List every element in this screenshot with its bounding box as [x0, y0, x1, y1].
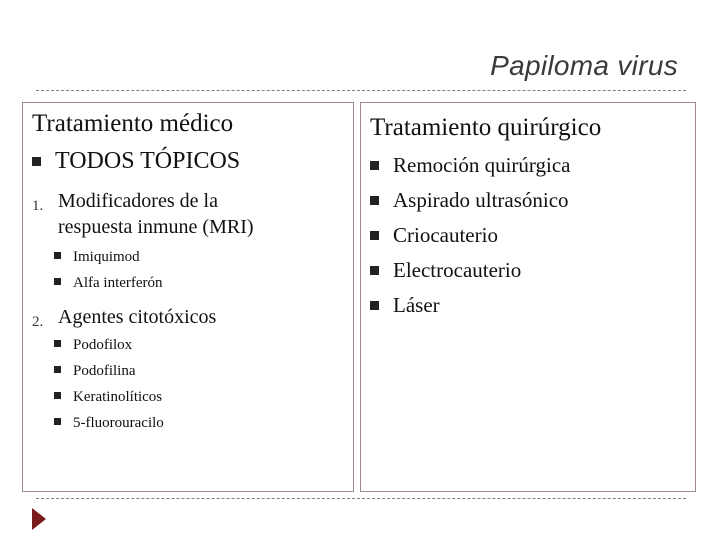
topicals-label: TODOS TÓPICOS: [55, 148, 241, 174]
square-bullet-icon: [370, 301, 379, 310]
group-1-number: 1.: [32, 198, 44, 214]
list-item: [370, 188, 569, 213]
square-bullet-icon: [54, 366, 61, 373]
square-bullet-icon: [32, 157, 41, 166]
list-item-label: Criocauterio: [393, 223, 498, 247]
group-2: [32, 304, 342, 330]
list-item: [54, 415, 164, 432]
list-item-label: Láser: [393, 293, 440, 317]
square-bullet-icon: [370, 161, 379, 170]
list-item: [370, 153, 571, 178]
square-bullet-icon: [54, 252, 61, 259]
group-2-label: Agentes citotóxicos: [58, 306, 217, 328]
list-item-label: Imiquimod: [73, 249, 140, 265]
list-item: [370, 223, 498, 248]
square-bullet-icon: [54, 418, 61, 425]
medical-treatment-heading: Tratamiento médico: [32, 110, 234, 137]
square-bullet-icon: [54, 278, 61, 285]
list-item-label: Aspirado ultrasónico: [393, 188, 569, 212]
list-item: [54, 389, 162, 406]
group-2-number: 2.: [32, 314, 44, 330]
group-1-label-line1: Modificadores de la: [58, 190, 218, 212]
square-bullet-icon: [370, 231, 379, 240]
list-item-label: Podofilox: [73, 337, 133, 353]
group-1: [32, 188, 342, 240]
list-item: [370, 258, 521, 283]
list-item-label: Alfa interferón: [73, 275, 163, 291]
list-item: [54, 337, 132, 354]
topicals-bullet: [32, 148, 240, 175]
top-divider: [36, 90, 686, 91]
group-1-label-line2: respuesta inmune (MRI): [58, 216, 254, 238]
bottom-divider: [36, 498, 686, 499]
square-bullet-icon: [370, 266, 379, 275]
next-slide-arrow-icon[interactable]: [32, 508, 46, 530]
square-bullet-icon: [370, 196, 379, 205]
list-item-label: Keratinolíticos: [73, 389, 163, 405]
list-item-label: Remoción quirúrgica: [393, 153, 571, 177]
surgical-treatment-heading: Tratamiento quirúrgico: [370, 114, 602, 141]
list-item: [54, 275, 163, 292]
list-item: [54, 249, 140, 266]
list-item-label: Electrocauterio: [393, 258, 522, 282]
square-bullet-icon: [54, 340, 61, 347]
list-item-label: Podofilina: [73, 363, 136, 379]
list-item: [54, 363, 136, 380]
list-item: [370, 293, 440, 318]
square-bullet-icon: [54, 392, 61, 399]
slide-title: Papiloma virus: [490, 50, 678, 81]
list-item-label: 5-fluorouracilo: [73, 415, 164, 431]
